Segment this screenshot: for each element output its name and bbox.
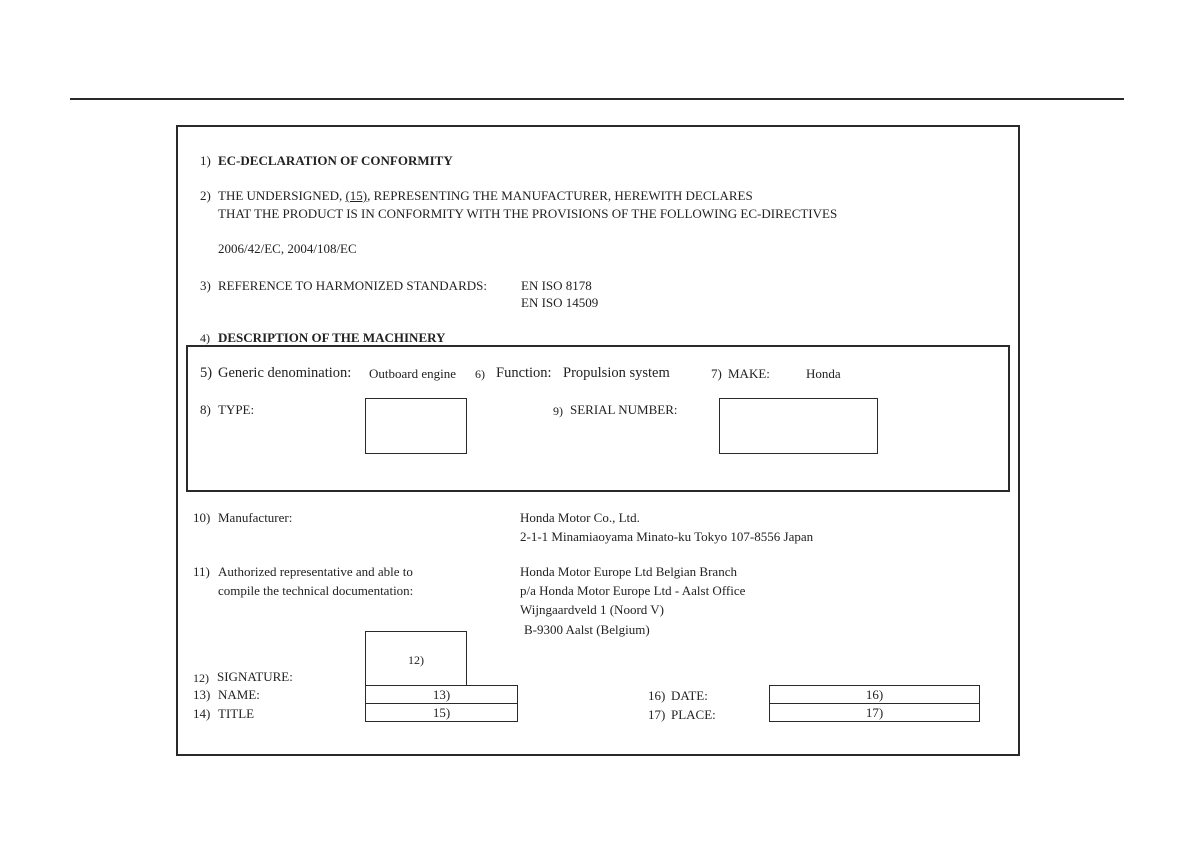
date-label: DATE:: [671, 688, 708, 703]
undersigned-statement: [218, 189, 753, 202]
item-number-11: 11): [193, 564, 210, 579]
function-value: Propulsion system: [563, 365, 670, 381]
item-number-17: 17): [648, 707, 666, 722]
function-label: Function:: [496, 365, 552, 381]
item-number-5: 5): [200, 365, 213, 381]
representative-street: Wijngaardveld 1 (Noord V): [520, 602, 665, 617]
undersigned-statement-line2: THAT THE PRODUCT IS IN CONFORMITY WITH THE PROVISIONS OF THE FOLLOWING EC-DIRECTIVES: [218, 206, 838, 221]
item-number-3: 3): [200, 278, 211, 293]
signature-field[interactable]: [365, 631, 467, 686]
ec-directives: 2006/42/EC, 2004/108/EC: [218, 241, 357, 256]
item-number-9: 9): [553, 404, 563, 418]
declaration-title: EC-DECLARATION OF CONFORMITY: [218, 153, 453, 168]
item-number-1: 1): [200, 153, 211, 168]
item-number-6: 6): [475, 367, 485, 381]
representative-company: Honda Motor Europe Ltd Belgian Branch: [520, 564, 737, 579]
authorized-representative-label-line2: compile the technical documentation:: [218, 583, 414, 598]
name-field-number: 13): [432, 687, 451, 702]
signature-field-number: 12): [408, 653, 424, 667]
undersigned-reference: (15): [345, 188, 368, 203]
manufacturer-address: 2-1-1 Minamiaoyama Minato-ku Tokyo 107-8556 Japan: [520, 529, 814, 544]
item-number-4: 4): [200, 331, 210, 345]
item-number-2: 2): [200, 188, 211, 203]
name-label: NAME:: [218, 687, 260, 702]
name-field[interactable]: [365, 685, 518, 704]
authorized-representative-label: Authorized representative and able to: [218, 564, 413, 579]
make-value: Honda: [806, 366, 841, 381]
place-field[interactable]: [769, 703, 980, 722]
generic-denomination-value: Outboard engine: [369, 366, 457, 381]
serial-number-label: SERIAL NUMBER:: [570, 402, 678, 417]
machinery-heading: DESCRIPTION OF THE MACHINERY: [218, 330, 446, 345]
make-label: MAKE:: [728, 366, 770, 381]
place-label: PLACE:: [671, 707, 716, 722]
type-field[interactable]: [365, 398, 467, 454]
standard-en-iso-14509: EN ISO 14509: [521, 295, 599, 310]
type-label: TYPE:: [218, 402, 255, 417]
manufacturer-name: Honda Motor Co., Ltd.: [520, 510, 640, 525]
header-rule: [70, 98, 1124, 100]
undersigned-text-b: , REPRESENTING THE MANUFACTURER, HEREWITH DECLARES: [367, 188, 753, 203]
item-number-7: 7): [711, 366, 722, 381]
place-field-number: 17): [865, 705, 884, 720]
harmonized-standards-label: REFERENCE TO HARMONIZED STANDARDS:: [218, 278, 487, 293]
item-number-16: 16): [648, 688, 666, 703]
title-label: TITLE: [218, 706, 255, 721]
date-field-number: 16): [865, 687, 884, 702]
item-number-13: 13): [193, 687, 211, 702]
title-field[interactable]: [365, 703, 518, 722]
item-number-14: 14): [193, 706, 211, 721]
item-number-10: 10): [193, 510, 211, 525]
standard-en-iso-8178: EN ISO 8178: [521, 278, 592, 293]
representative-city: B-9300 Aalst (Belgium): [524, 622, 650, 637]
serial-number-field[interactable]: [719, 398, 878, 454]
generic-denomination-label: Generic denomination:: [218, 365, 352, 381]
signature-label: SIGNATURE:: [217, 669, 293, 684]
title-field-number: 15): [432, 705, 451, 720]
item-number-8: 8): [200, 402, 211, 417]
undersigned-text-a: THE UNDERSIGNED,: [218, 188, 343, 203]
date-field[interactable]: [769, 685, 980, 704]
item-number-12: 12): [193, 671, 209, 685]
manufacturer-label: Manufacturer:: [218, 510, 293, 525]
representative-office: p/a Honda Motor Europe Ltd - Aalst Office: [520, 583, 746, 598]
